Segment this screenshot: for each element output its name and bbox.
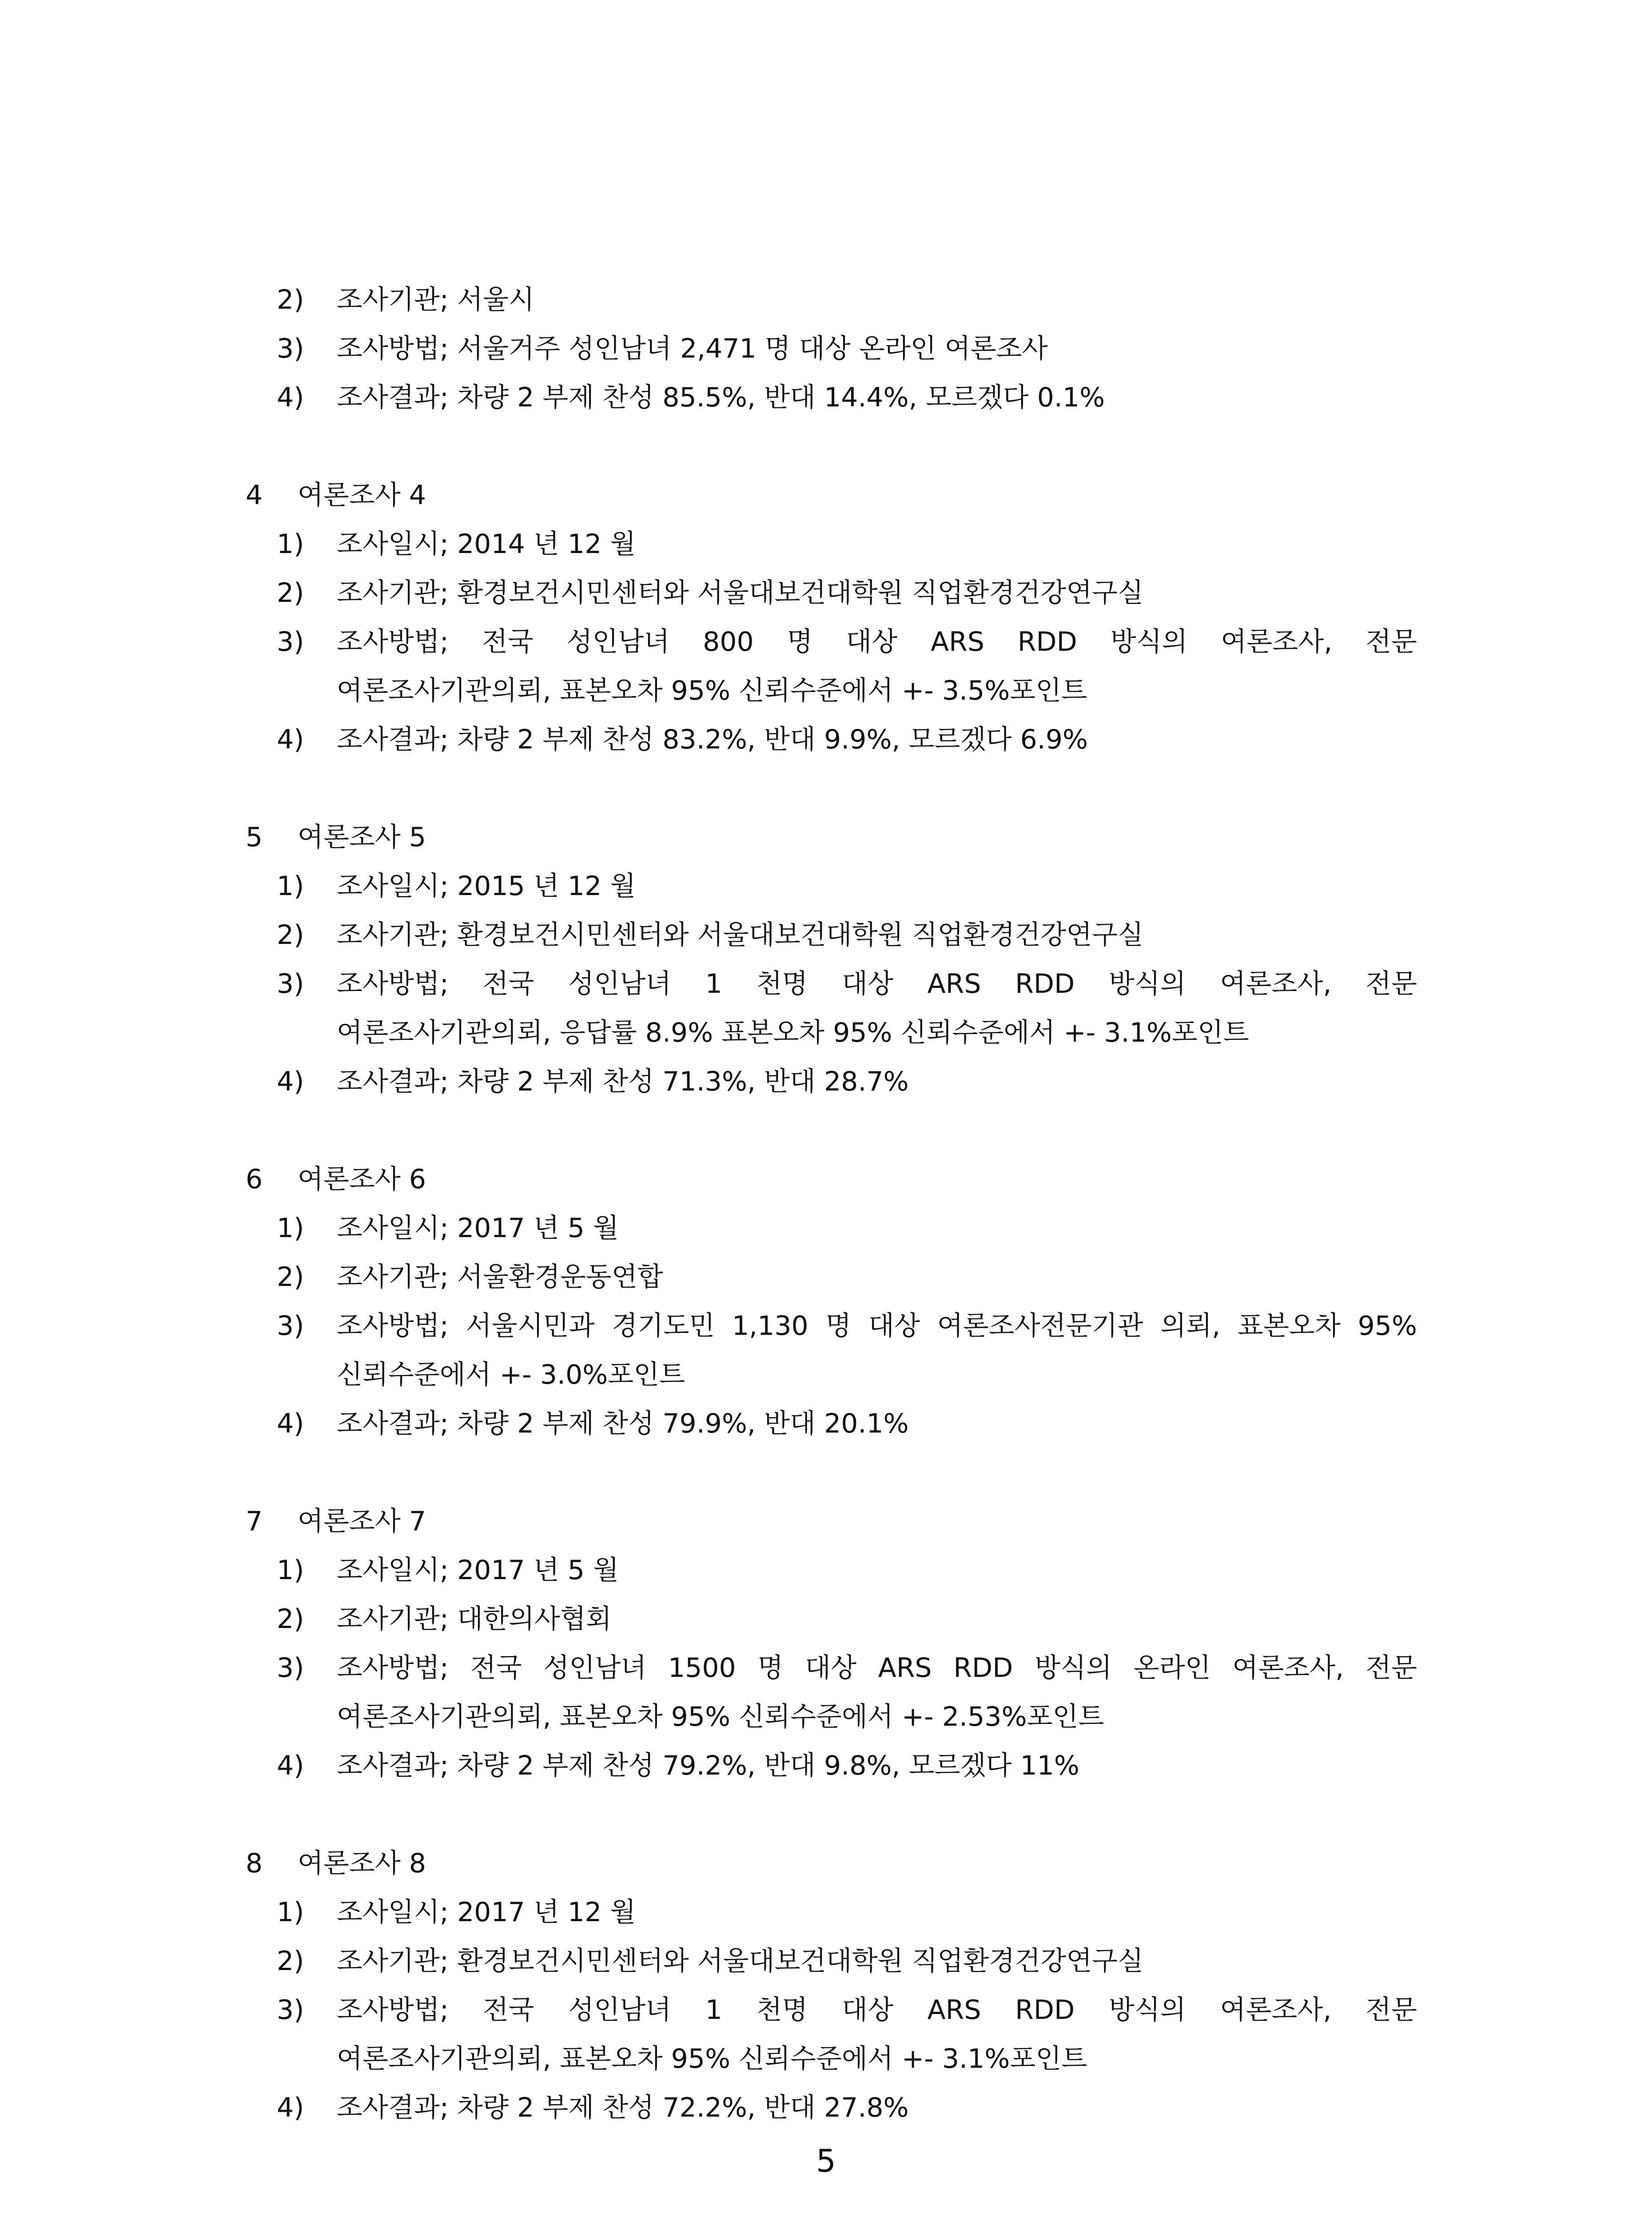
item-number: 4) <box>277 382 304 413</box>
item-number: 2) <box>277 1604 304 1635</box>
item-number: 3) <box>277 1652 304 1684</box>
item-text: 조사기관; 대한의사협회 <box>337 1604 612 1635</box>
item-text: 조사기관; 서울환경운동연합 <box>337 1262 663 1293</box>
item-text: 조사기관; 환경보건시민센터와 서울대보건대학원 직업환경건강연구실 <box>337 577 1144 609</box>
item-number: 1) <box>277 1555 304 1586</box>
section-title: 여론조사 8 <box>298 1848 426 1879</box>
item-number: 4) <box>277 1408 304 1439</box>
item-number: 4) <box>277 2092 304 2123</box>
item-number: 3) <box>277 626 304 657</box>
item-text: 조사일시; 2017 년 5 월 <box>337 1213 619 1244</box>
section-number: 8 <box>246 1848 263 1879</box>
item-text: 조사결과; 차량 2 부제 찬성 72.2%, 반대 27.8% <box>337 2092 909 2123</box>
item-text: 조사일시; 2014 년 12 월 <box>337 529 636 560</box>
item-number: 1) <box>277 1213 304 1244</box>
item-number: 2) <box>277 919 304 951</box>
item-text: 조사일시; 2017 년 5 월 <box>337 1555 619 1586</box>
page-number: 5 <box>816 2143 836 2179</box>
item-text: 조사기관; 환경보건시민센터와 서울대보건대학원 직업환경건강연구실 <box>337 1946 1144 1977</box>
item-text-continued: 여론조사기관의뢰, 표본오차 95% 신뢰수준에서 +- 2.53%포인트 <box>337 1701 1104 1732</box>
item-number: 3) <box>277 1310 304 1341</box>
item-number: 2) <box>277 1262 304 1293</box>
item-text-continued: 여론조사기관의뢰, 표본오차 95% 신뢰수준에서 +- 3.5%포인트 <box>337 675 1087 706</box>
section-number: 6 <box>246 1164 263 1195</box>
section-number: 5 <box>246 822 263 853</box>
section-title: 여론조사 4 <box>298 480 426 511</box>
item-text: 조사일시; 2015 년 12 월 <box>337 871 636 902</box>
item-number: 2) <box>277 284 304 315</box>
item-text: 조사결과; 차량 2 부제 찬성 85.5%, 반대 14.4%, 모르겠다 0.1% <box>337 382 1105 413</box>
item-text: 조사방법; 전국 성인남녀 1 천명 대상 ARS RDD 방식의 여론조사, 전문 <box>337 1994 1417 2026</box>
item-text: 조사방법; 서울시민과 경기도민 1,130 명 대상 여론조사전문기관 의뢰, 표본오차 95% <box>337 1310 1417 1341</box>
item-number: 1) <box>277 1897 304 1928</box>
item-text: 조사방법; 전국 성인남녀 1500 명 대상 ARS RDD 방식의 온라인 여론조사, 전문 <box>337 1652 1417 1684</box>
item-number: 4) <box>277 1066 304 1097</box>
item-number: 2) <box>277 1946 304 1977</box>
section-title: 여론조사 6 <box>298 1164 426 1195</box>
item-number: 3) <box>277 333 304 364</box>
section-title: 여론조사 7 <box>298 1506 426 1537</box>
item-text: 조사결과; 차량 2 부제 찬성 79.9%, 반대 20.1% <box>337 1408 909 1439</box>
item-number: 1) <box>277 871 304 902</box>
item-text: 조사결과; 차량 2 부제 찬성 83.2%, 반대 9.9%, 모르겠다 6.9% <box>337 724 1088 755</box>
section-number: 7 <box>246 1506 263 1537</box>
item-number: 4) <box>277 724 304 755</box>
item-number: 4) <box>277 1750 304 1781</box>
item-text: 조사결과; 차량 2 부제 찬성 79.2%, 반대 9.8%, 모르겠다 11% <box>337 1750 1079 1781</box>
item-text: 조사방법; 전국 성인남녀 800 명 대상 ARS RDD 방식의 여론조사, 전문 <box>337 626 1417 657</box>
section-number: 4 <box>246 480 263 511</box>
item-text: 조사방법; 서울거주 성인남녀 2,471 명 대상 온라인 여론조사 <box>337 333 1048 364</box>
item-text-continued: 여론조사기관의뢰, 응답률 8.9% 표본오차 95% 신뢰수준에서 +- 3.1%포인트 <box>337 1017 1249 1048</box>
item-text: 조사일시; 2017 년 12 월 <box>337 1897 636 1928</box>
item-text: 조사결과; 차량 2 부제 찬성 71.3%, 반대 28.7% <box>337 1066 909 1097</box>
item-text: 조사방법; 전국 성인남녀 1 천명 대상 ARS RDD 방식의 여론조사, 전문 <box>337 968 1417 999</box>
item-number: 2) <box>277 577 304 609</box>
item-text: 조사기관; 환경보건시민센터와 서울대보건대학원 직업환경건강연구실 <box>337 919 1144 951</box>
item-number: 3) <box>277 1994 304 2026</box>
item-text-continued: 여론조사기관의뢰, 표본오차 95% 신뢰수준에서 +- 3.1%포인트 <box>337 2043 1087 2074</box>
item-text-continued: 신뢰수준에서 +- 3.0%포인트 <box>337 1359 685 1390</box>
section-title: 여론조사 5 <box>298 822 426 853</box>
item-number: 3) <box>277 968 304 999</box>
item-text: 조사기관; 서울시 <box>337 284 535 315</box>
item-number: 1) <box>277 529 304 560</box>
